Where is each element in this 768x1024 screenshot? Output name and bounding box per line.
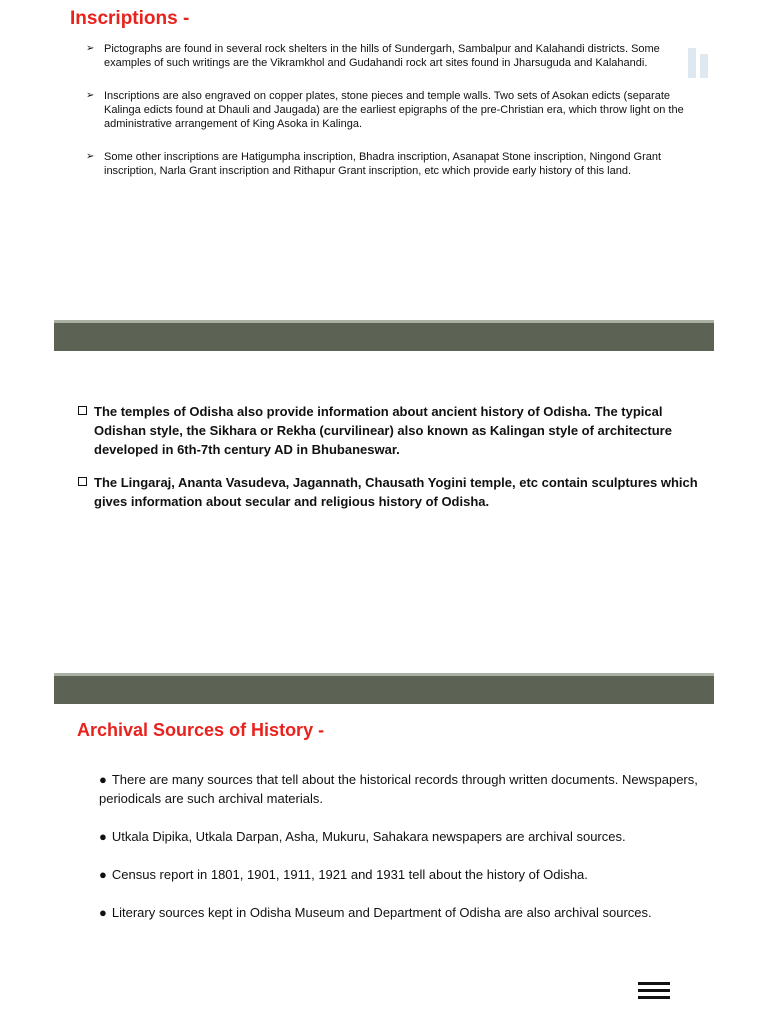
dot-bullet-icon: ●	[99, 829, 107, 844]
inscriptions-heading: Inscriptions -	[70, 8, 190, 29]
dot-bullet-icon: ●	[99, 867, 107, 882]
hamburger-menu-icon[interactable]	[638, 982, 670, 1002]
temples-list	[78, 402, 718, 525]
list-item	[86, 150, 706, 178]
list-item-text: Some other inscriptions are Hatigumpha inscription, Bhadra inscription, Asanapat Stone inscription, Ningond Grant inscription, Narla Grant inscription and Rithapur Grant inscription, etc which provide early history of this land.	[104, 151, 662, 177]
list-item	[86, 89, 706, 131]
section-divider	[54, 673, 714, 704]
list-item-text: Literary sources kept in Odisha Museum and Department of Odisha are also archival sources.	[111, 905, 652, 920]
list-item-text: The temples of Odisha also provide information about ancient history of Odisha. The typical Odishan style, the Sikhara or Rekha (curvilinear) also known as Kalingan style of architecture developed in 6th-7th century AD in Bhubaneswar.	[94, 404, 672, 457]
list-item	[78, 473, 718, 511]
list-item-text: Census report in 1801, 1901, 1911, 1921 and 1931 tell about the history of Odisha.	[111, 867, 588, 882]
list-item	[99, 827, 699, 846]
list-item	[86, 42, 706, 70]
dot-bullet-icon: ●	[99, 905, 107, 920]
archival-heading: Archival Sources of History -	[77, 720, 325, 740]
list-item-text: There are many sources that tell about the historical records through written documents. Newspapers, periodicals are such archival materials.	[99, 772, 698, 806]
list-item-text: Pictographs are found in several rock shelters in the hills of Sundergarh, Sambalpur and Kalahandi districts. Some examples of such writings are the Vikramkhol and Gudahandi rock art sites found in Jharsuguda and Kalahandi.	[104, 43, 660, 69]
arrow-bullet-icon: ➢	[86, 151, 95, 162]
list-item	[99, 903, 699, 922]
inscriptions-list	[86, 42, 706, 197]
arrow-bullet-icon: ➢	[86, 43, 95, 54]
checkbox-bullet-icon	[78, 406, 87, 415]
checkbox-bullet-icon	[78, 477, 87, 486]
list-item	[78, 402, 718, 459]
list-item-text: The Lingaraj, Ananta Vasudeva, Jagannath, Chausath Yogini temple, etc contain sculptures which gives information about secular and religious history of Odisha.	[94, 475, 698, 509]
list-item-text: Inscriptions are also engraved on copper plates, stone pieces and temple walls. Two sets of Asokan edicts (separate Kalinga edicts found at Dhauli and Jaugada) are the earliest epigraphs of the pre-Christian era, which throw light on the administrative arrangement of King Asoka in Kalinga.	[104, 90, 684, 130]
section-divider	[54, 320, 714, 351]
dot-bullet-icon: ●	[99, 772, 107, 787]
list-item-text: Utkala Dipika, Utkala Darpan, Asha, Mukuru, Sahakara newspapers are archival sources.	[111, 829, 626, 844]
list-item	[99, 770, 699, 808]
list-item	[99, 865, 699, 884]
archival-list	[99, 770, 699, 941]
arrow-bullet-icon: ➢	[86, 90, 95, 101]
